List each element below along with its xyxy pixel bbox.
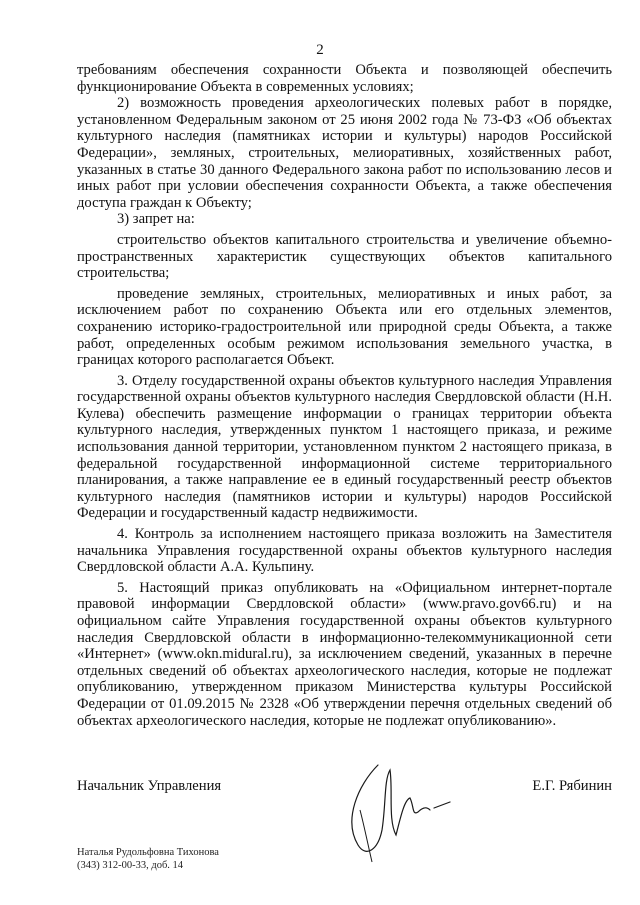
- page-number: 2: [316, 42, 324, 58]
- signatory-name: Е.Г. Рябинин: [532, 778, 612, 794]
- signatory-title: Начальник Управления: [77, 778, 222, 794]
- paragraph-clause-4: 4. Контроль за исполнением настоящего приказа возложить на Заместителя начальника Управления государственной охраны объектов культурного наследия Свердловской области А.А. Кульпину.: [77, 526, 612, 576]
- paragraph-clause-3: 3. Отделу государственной охраны объектов культурного наследия Управления государственной охраны объектов культурного наследия Свердловской области (Н.Н. Кулева) обеспечить размещение информации о границах территории объекта культурного наследия, утвержденных пунктом 1 настоящего приказа, и режиме использования данной территории, установленном пунктом 2 настоящего приказа, в федеральной государственной информационной системе территориального планирования, а также направление ее в единый государственный реестр объектов культурного наследия (памятников истории и культуры) народов Российской Федерации и государственный кадастр недвижимости.: [77, 372, 612, 522]
- contact-info: [77, 846, 219, 872]
- paragraph-item-2: 2) возможность проведения археологических полевых работ в порядке, установленном Федеральным законом от 25 июня 2002 года № 73-ФЗ «Об объектах культурного наследия (памятниках истории и культуры) народов Российской Федерации», земляных, строительных, мелиоративных, хозяйственных работ, указанных в статье 30 данного Федерального закона работ по использованию лесов и иных работ при условии обеспечения сохранности Объекта, а также обеспечения доступа граждан к Объекту;: [77, 95, 612, 211]
- paragraph: требованиям обеспечения сохранности Объекта и позволяющей обеспечить функционирование Объекта в современных условиях;: [77, 62, 612, 95]
- paragraph-item-3: 3) запрет на:: [117, 211, 195, 228]
- paragraph-sub-construction: строительство объектов капитального строительства и увеличение объемно-пространственных характеристик существующих объектов капитального строительства;: [77, 231, 612, 282]
- paragraph-sub-works: проведение земляных, строительных, мелиоративных и иных работ, за исключением работ по сохранению Объекта или его отдельных элементов, сохранению историко-градостроительной или природной среды Объекта, а также работ, определенных особым режимом использования земельного участка, в границах которого располагается Объект.: [77, 285, 612, 369]
- document-body: [77, 62, 612, 729]
- paragraph-clause-5: 5. Настоящий приказ опубликовать на «Официальном интернет-портале правовой информации Свердловской области» (www.pravo.gov66.ru) и на официальном сайте Управления государственной охраны объектов культурного наследия Свердловской области в информационно-телекоммуникационной сети «Интернет» (www.okn.midural.ru), за исключением сведений, указанных в перечне отдельных сведений об объектах археологического наследия, которые не подлежат опубликованию, утвержденном приказом Министерства культуры Российской Федерации от 01.09.2015 № 2328 «Об утверждении перечня отдельных сведений об объектах археологического наследия, которые не подлежат опубликованию».: [77, 579, 612, 729]
- handwritten-signature: [338, 750, 458, 870]
- contact-person: Наталья Рудольфовна Тихонова: [77, 847, 219, 858]
- contact-phone: (343) 312-00-33, доб. 14: [77, 860, 184, 871]
